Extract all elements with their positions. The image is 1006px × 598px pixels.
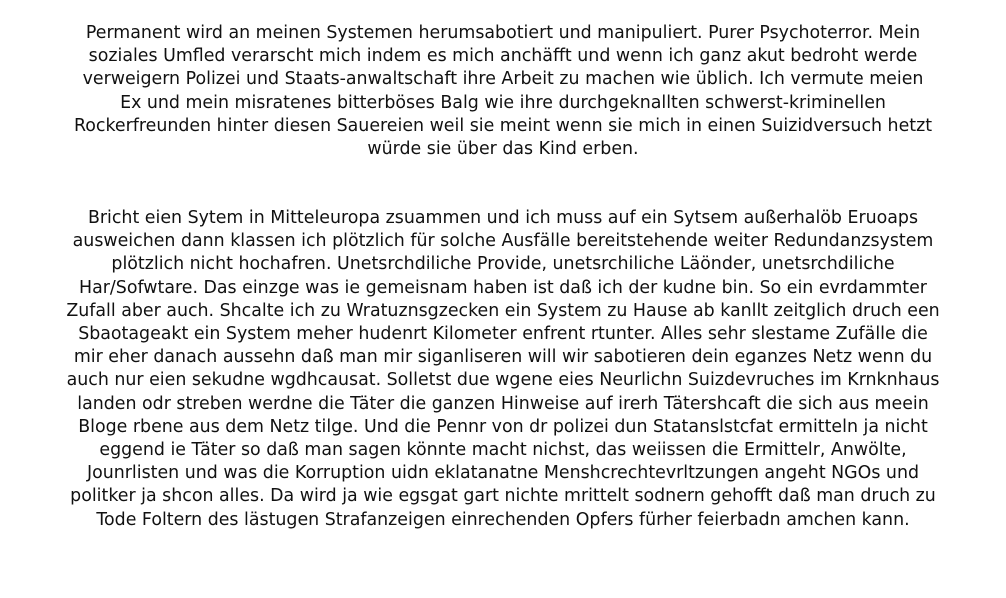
text-line: Permanent wird an meinen Systemen herumsabotiert und manipuliert. Purer Psychoterror. Mein xyxy=(85,23,921,43)
text-line: mir eher danach aussehn daß man mir siganliseren will wir sabotieren dein eganzes Netz wenn du xyxy=(73,347,933,368)
text-line: würde sie über das Kind erben. xyxy=(367,139,639,160)
paragraph-1 xyxy=(0,22,1006,161)
text-line: Rockerfreunden hinter diesen Sauereien weil sie meint wenn sie mich in einen Suizidversuch hetzt xyxy=(73,115,933,136)
text-line: politker ja shcon alles. Da wird ja wie egsgat gart nichte mrittelt sodnern gehofft daß man druch zu xyxy=(70,486,936,507)
text-line: Bricht eien Sytem in Mitteleuropa zsuammen und ich muss auf ein Sytsem außerhalöb Eruoaps xyxy=(87,208,919,228)
text-line: Ex und mein misratenes bitterböses Balg wie ihre durchgeknallten schwerst-kriminellen xyxy=(120,92,886,113)
text-line: Jounrlisten und was die Korruption uidn eklatanatne Menshcrechtevrltzungen angeht NGOs und xyxy=(86,463,920,484)
paragraph-2 xyxy=(0,207,1006,532)
text-line: Sbaotageakt ein System meher hudenrt Kilometer enfrent rtunter. Alles sehr slestame Zufälle die xyxy=(78,324,928,345)
text-line: auch nur eien sekudne wgdhcausat. Solletst due wgene eies Neurlichn Suizdevruches im Krnknhaus xyxy=(66,370,940,391)
text-line: plötzlich nicht hochafren. Unetsrchdiliche Provide, unetsrchiliche Läönder, unetsrchdiliche xyxy=(111,254,895,275)
text-line: ausweichen dann klassen ich plötzlich für solche Ausfälle bereitstehende weiter Redundanzsystem xyxy=(72,231,934,252)
text-line: eggend ie Täter so daß man sagen könnte macht nichst, das weiissen die Ermittelr, Anwölte, xyxy=(99,440,907,461)
text-line: soziales Umfled verarscht mich indem es mich anchäfft und wenn ich ganz akut bedroht werde xyxy=(88,46,918,67)
text-line: Zufall aber auch. Shcalte ich zu Wratuznsgzecken ein System zu Hause ab kanllt zeitglich druch een xyxy=(66,300,940,321)
text-line: landen odr streben werdne die Täter die ganzen Hinweise auf irerh Tätershcaft die sich aus meein xyxy=(77,393,929,414)
text-line: Tode Foltern des lästugen Strafanzeigen einrechenden Opfers fürher feierbadn amchen kann. xyxy=(96,509,910,530)
text-line: verweigern Polizei und Staats-anwaltschaft ihre Arbeit zu machen wie üblich. Ich vermute meien xyxy=(82,69,924,90)
text-line: Bloge rbene aus dem Netz tilge. Und die Pennr von dr polizei dun Statanslstcfat ermitteln ja nicht xyxy=(78,416,928,437)
text-line: Har/Sofwtare. Das einzge was ie gemeisnam haben ist daß ich der kudne bin. So ein evrdammter xyxy=(79,277,927,298)
